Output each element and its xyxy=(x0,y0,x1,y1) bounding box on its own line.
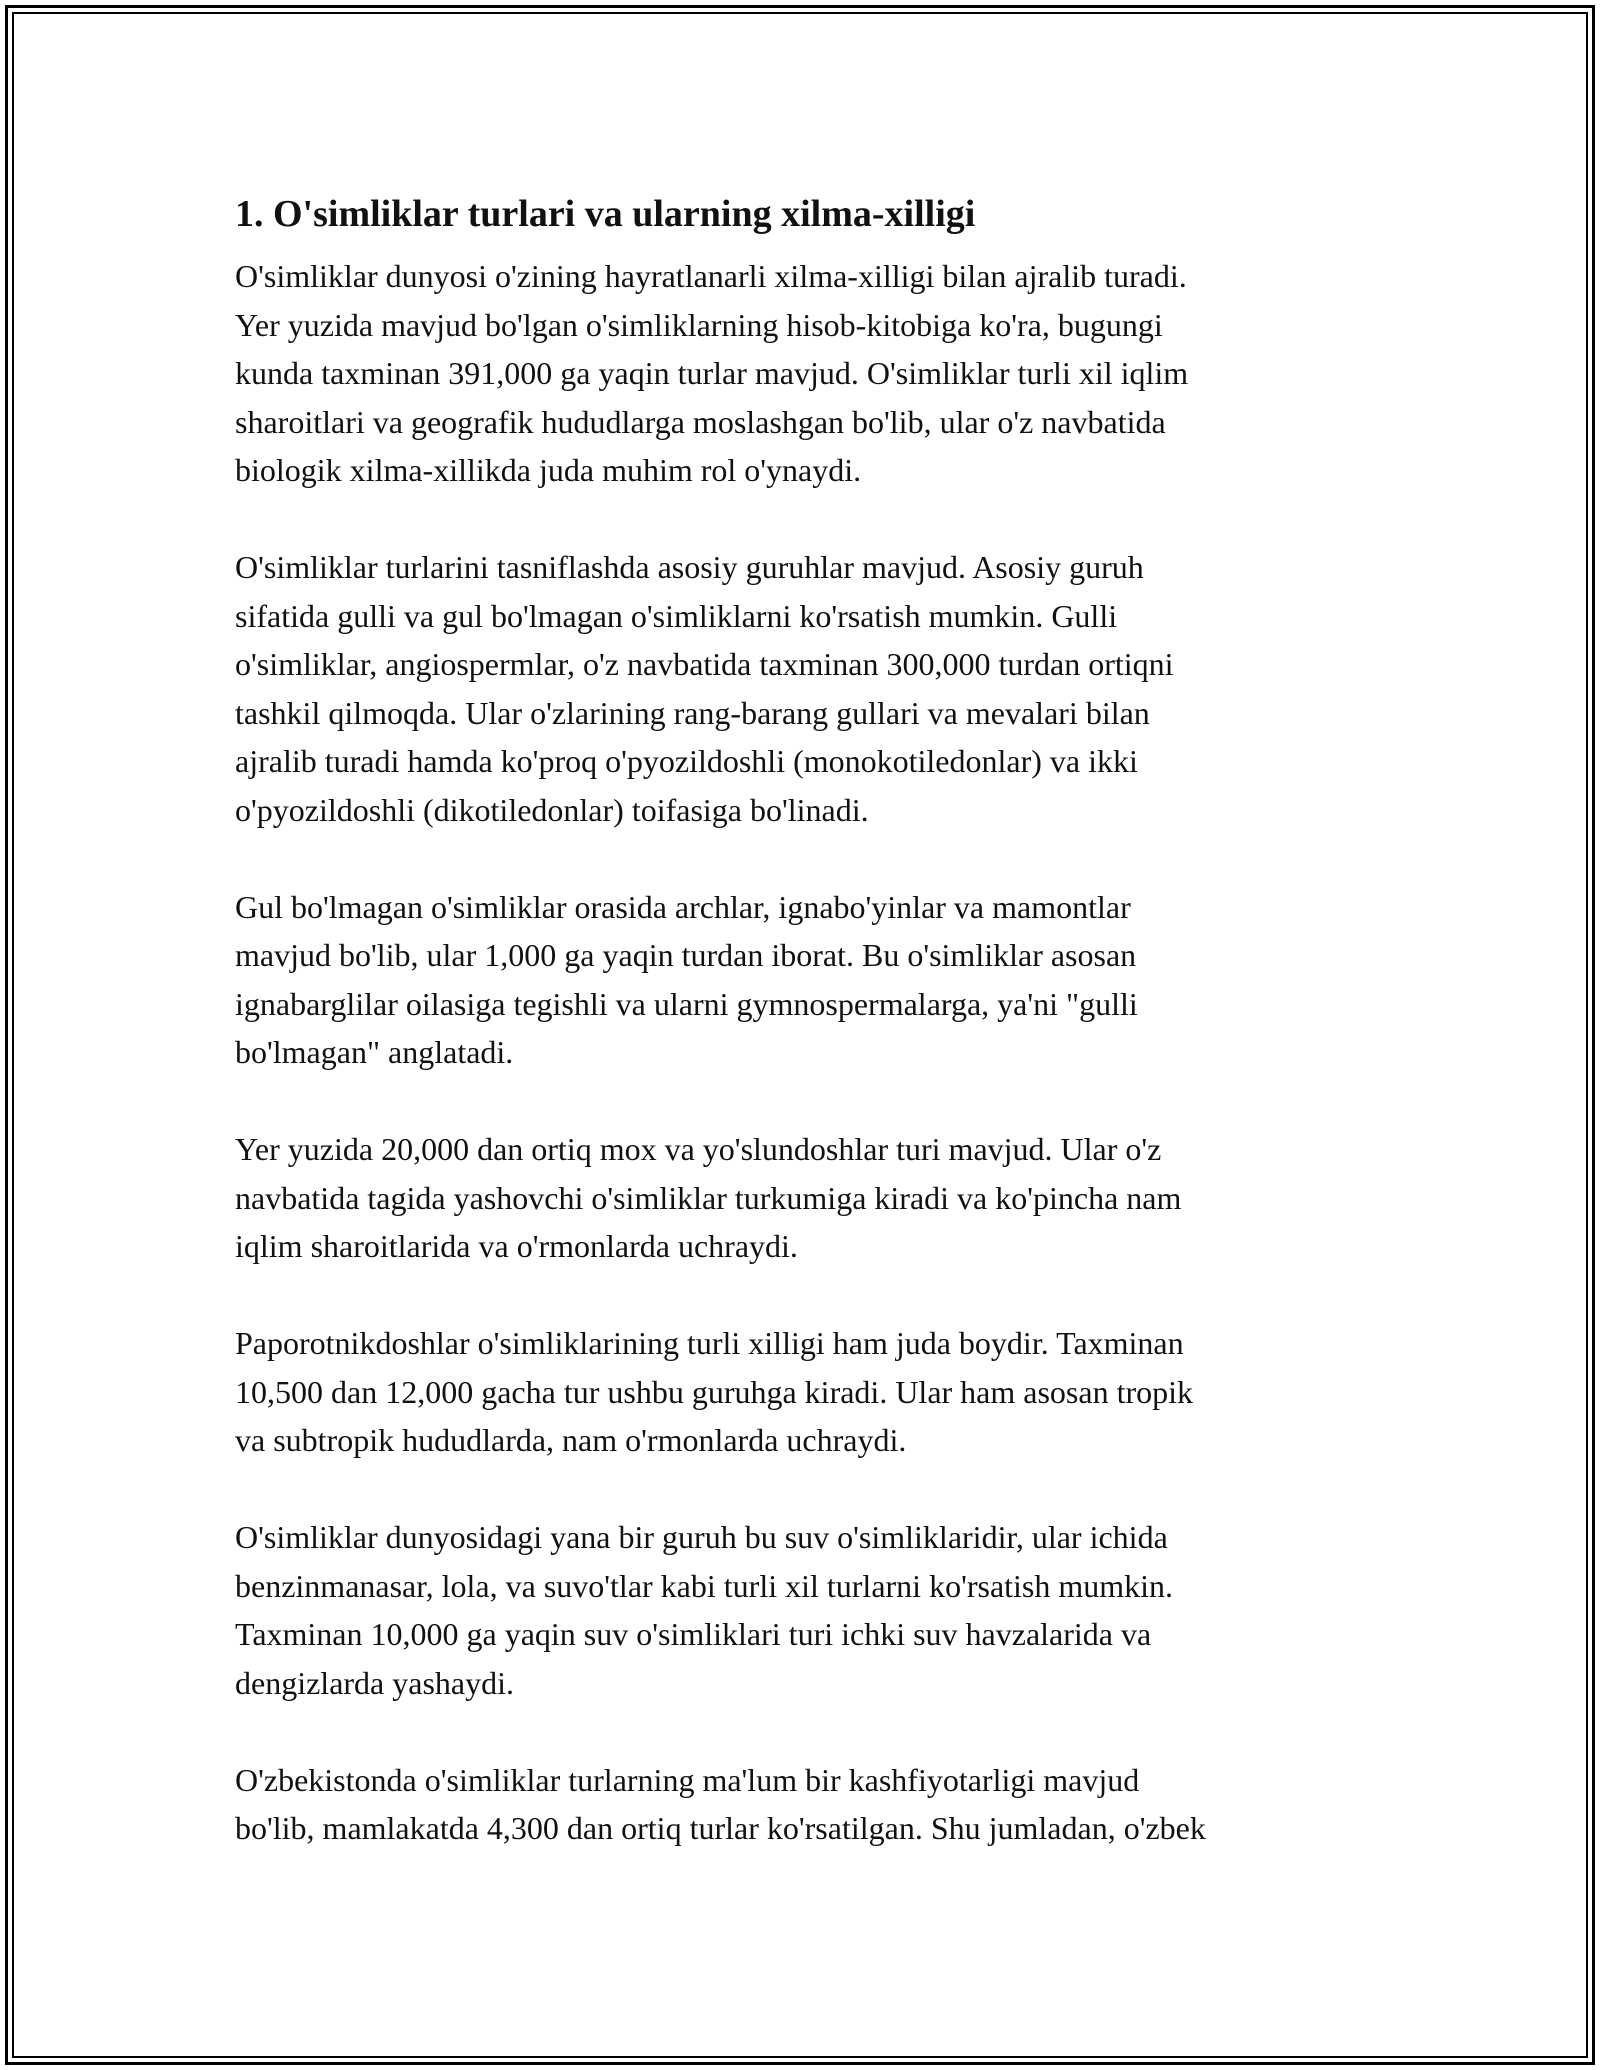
text-line: Gul bo'lmagan o'simliklar orasida archlar, ignabo'yinlar va mamontlar xyxy=(235,888,1131,925)
text-line: sifatida gulli va gul bo'lmagan o'simliklarni ko'rsatish mumkin. Gulli xyxy=(235,597,1118,634)
text-line: Taxminan 10,000 ga yaqin suv o'simliklari turi ichki suv havzalarida va xyxy=(235,1616,1152,1652)
text-line: O'simliklar dunyosidagi yana bir guruh bu suv o'simliklaridir, ular ichida xyxy=(235,1519,1168,1555)
paragraph-5 xyxy=(235,1319,1365,1465)
text-line: iqlim sharoitlarida va o'rmonlarda uchraydi. xyxy=(235,1228,798,1264)
text-line: Yer yuzida 20,000 dan ortiq mox va yo'slundoshlar turi mavjud. Ular o'z xyxy=(235,1131,1162,1167)
text-line: ignabarglilar oilasiga tegishli va ularni gymnospermalarga, ya'ni "gulli xyxy=(235,985,1138,1022)
text-line: tashkil qilmoqda. Ular o'zlarining rang-barang gullari va mevalari bilan xyxy=(235,694,1150,731)
paragraph-3 xyxy=(235,883,1365,1077)
text-line: va subtropik hududlarda, nam o'rmonlarda uchraydi. xyxy=(235,1422,907,1458)
text-line: sharoitlari va geografik hududlarga moslashgan bo'lib, ular o'z navbatida xyxy=(235,403,1166,440)
paragraph-4 xyxy=(235,1125,1365,1271)
text-line: o'pyozildoshli (dikotiledonlar) toifasiga bo'linadi. xyxy=(235,791,869,828)
text-line: kunda taxminan 391,000 ga yaqin turlar mavjud. O'simliklar turli xil iqlim xyxy=(235,355,1189,391)
paragraph-2 xyxy=(235,543,1365,834)
text-line: ajralib turadi hamda ko'proq o'pyozildoshli (monokotiledonlar) va ikki xyxy=(235,743,1138,779)
paragraph-list xyxy=(235,252,1365,1853)
text-line: Yer yuzida mavjud bo'lgan o'simliklarning hisob-kitobiga ko'ra, bugungi xyxy=(235,306,1163,343)
text-line: O'zbekistonda o'simliklar turlarning ma'lum bir kashfiyotarligi mavjud xyxy=(235,1761,1140,1798)
document-body xyxy=(235,188,1365,1901)
text-line: O'simliklar dunyosi o'zining hayratlanarli xilma-xilligi bilan ajralib turadi. xyxy=(235,258,1187,294)
text-line: o'simliklar, angiospermlar, o'z navbatida taxminan 300,000 turdan ortiqni xyxy=(235,646,1174,682)
text-line: mavjud bo'lib, ular 1,000 ga yaqin turdan iborat. Bu o'simliklar asosan xyxy=(235,937,1137,973)
text-line: biologik xilma-xillikda juda muhim rol o'ynaydi. xyxy=(235,452,862,488)
text-line: 10,500 dan 12,000 gacha tur ushbu guruhga kiradi. Ular ham asosan tropik xyxy=(235,1373,1194,1410)
paragraph-6 xyxy=(235,1513,1365,1707)
text-line: Paporotnikdoshlar o'simliklarining turli xilligi ham juda boydir. Taxminan xyxy=(235,1325,1184,1361)
text-line: O'simliklar turlarini tasniflashda asosiy guruhlar mavjud. Asosiy guruh xyxy=(235,549,1144,585)
text-line: bo'lib, mamlakatda 4,300 dan ortiq turlar ko'rsatilgan. Shu jumladan, o'zbek xyxy=(235,1810,1206,1846)
text-line: navbatida tagida yashovchi o'simliklar turkumiga kiradi va ko'pincha nam xyxy=(235,1179,1182,1216)
section-heading: 1. O'simliklar turlari va ularning xilma-xilligi xyxy=(235,193,976,235)
text-line: bo'lmagan" anglatadi. xyxy=(235,1034,514,1070)
paragraph-1 xyxy=(235,252,1365,495)
paragraph-7 xyxy=(235,1756,1365,1853)
text-line: benzinmanasar, lola, va suvo'tlar kabi turli xil turlarni ko'rsatish mumkin. xyxy=(235,1567,1174,1604)
text-line: dengizlarda yashaydi. xyxy=(235,1664,514,1701)
